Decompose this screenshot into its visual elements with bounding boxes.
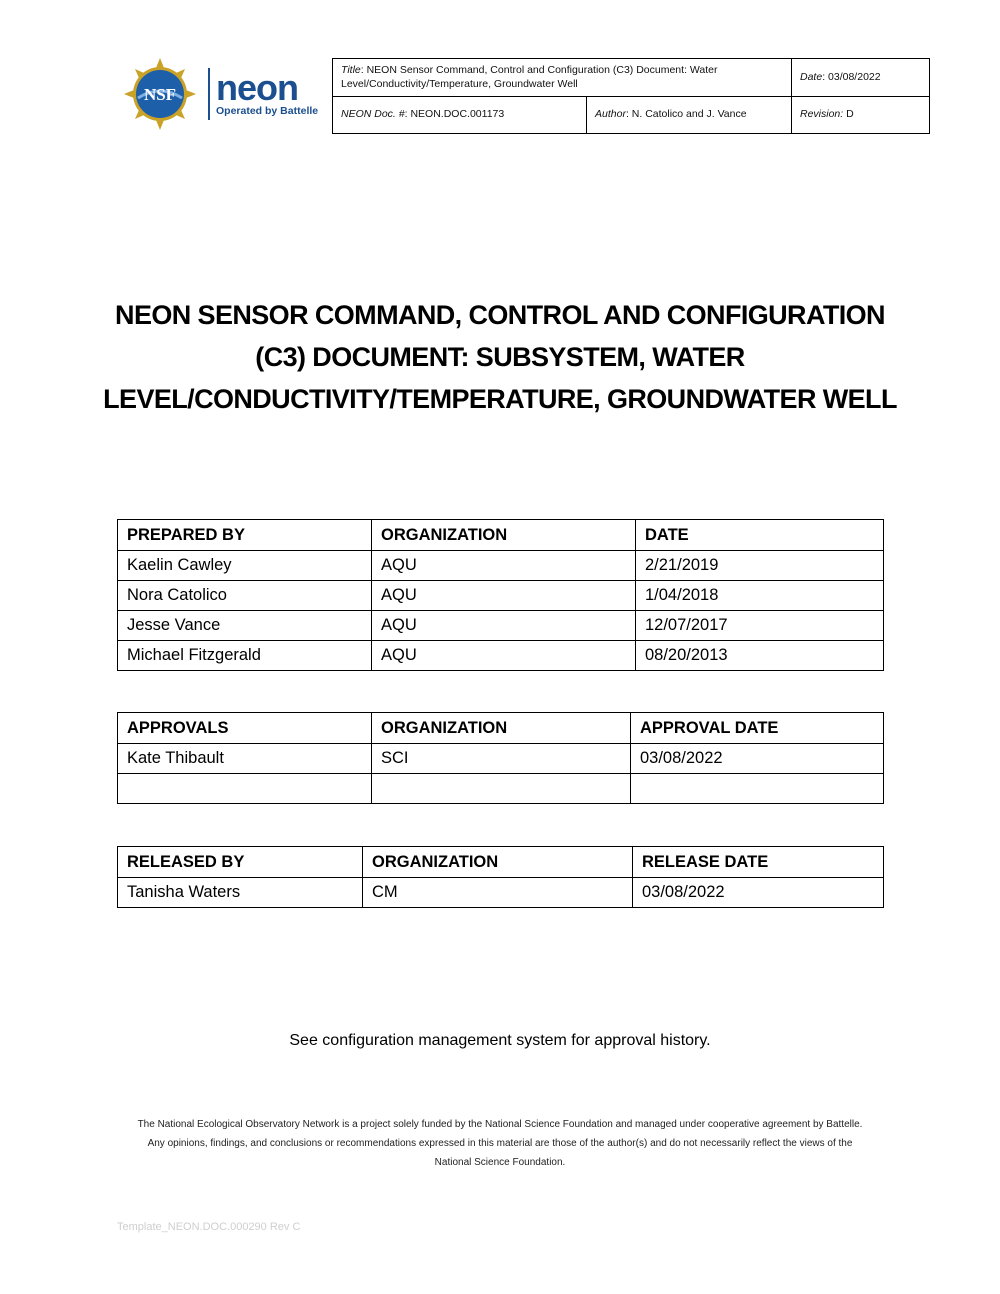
table-row — [118, 611, 884, 641]
table-header: APPROVALS — [118, 713, 372, 744]
preparer-name: Michael Fitzgerald — [118, 641, 372, 671]
table-header: RELEASE DATE — [633, 847, 884, 878]
table-header: PREPARED BY — [118, 520, 372, 551]
table-header: ORGANIZATION — [363, 847, 633, 878]
approver-org — [372, 774, 631, 804]
approval-history-note: See configuration management system for approval history. — [289, 1032, 711, 1049]
table-header: ORGANIZATION — [372, 713, 631, 744]
header-date-label: Date — [800, 70, 823, 83]
approver-name: Kate Thibault — [118, 744, 372, 774]
header-doc-cell: NEON Doc. #: NEON.DOC.001173 — [333, 97, 587, 134]
table-header: APPROVAL DATE — [631, 713, 884, 744]
approval-date: 03/08/2022 — [631, 744, 884, 774]
header-doc-value: NEON.DOC.001173 — [410, 108, 505, 121]
document-header-table — [332, 58, 930, 134]
header-doc-label: NEON Doc. # — [341, 108, 405, 121]
header-title-value: NEON Sensor Command, Control and Configuration (C3) Document: Water Level/Conductivity/Temperature, Groundwater Well — [341, 63, 718, 90]
logo-tagline: Operated by Battelle — [216, 105, 319, 117]
approval-date — [631, 774, 884, 804]
releaser-name: Tanisha Waters — [118, 878, 363, 908]
table-row — [118, 878, 884, 908]
table-row — [118, 744, 884, 774]
header-revision-label: Revision: — [800, 108, 844, 121]
table-row — [118, 641, 884, 671]
released-by-table — [117, 846, 884, 908]
table-row — [118, 581, 884, 611]
header-revision-value: D — [846, 108, 854, 121]
preparer-org: AQU — [372, 641, 636, 671]
header-title-label: Title — [341, 63, 361, 76]
header-date-value: 03/08/2022 — [828, 70, 881, 83]
document-title — [80, 294, 920, 420]
preparer-name: Jesse Vance — [118, 611, 372, 641]
table-row — [118, 774, 884, 804]
header-date-cell: Date: 03/08/2022 — [792, 59, 930, 97]
neon-wordmark: neon — [216, 67, 298, 108]
document-title-line: LEVEL/CONDUCTIVITY/TEMPERATURE, GROUNDWATER WELL — [103, 384, 897, 414]
approver-name — [118, 774, 372, 804]
prepared-by-table — [117, 519, 884, 671]
svg-text:NSF: NSF — [143, 85, 177, 104]
disclaimer-line: Any opinions, findings, and conclusions or recommendations expressed in this material are those of the author(s) and do not necessarily reflect the views of the — [147, 1138, 853, 1149]
releaser-org: CM — [363, 878, 633, 908]
preparer-date: 2/21/2019 — [636, 551, 884, 581]
preparer-org: AQU — [372, 551, 636, 581]
preparer-name: Nora Catolico — [118, 581, 372, 611]
disclaimer-line: The National Ecological Observatory Network is a project solely funded by the National Science Foundation and managed under cooperative agreement by Battelle. — [137, 1119, 863, 1130]
disclaimer — [100, 1115, 900, 1172]
nsf-seal-icon — [124, 58, 196, 130]
preparer-name: Kaelin Cawley — [118, 551, 372, 581]
header-author-value: N. Catolico and J. Vance — [631, 108, 747, 121]
template-id: Template_NEON.DOC.000290 Rev C — [117, 1221, 301, 1233]
document-title-line: NEON SENSOR COMMAND, CONTROL AND CONFIGURATION — [115, 300, 885, 330]
approvals-table — [117, 712, 884, 804]
header-title-cell: Title: NEON Sensor Command, Control and Configuration (C3) Document: Water Level/Conductivity/Temperature, Groundwater Well — [333, 59, 792, 97]
header-revision-cell — [792, 97, 930, 134]
document-title-line: (C3) DOCUMENT: SUBSYSTEM, WATER — [255, 342, 745, 372]
preparer-org: AQU — [372, 611, 636, 641]
preparer-org: AQU — [372, 581, 636, 611]
header-author-cell: Author: N. Catolico and J. Vance — [587, 97, 792, 134]
preparer-date: 12/07/2017 — [636, 611, 884, 641]
table-header: DATE — [636, 520, 884, 551]
neon-nsf-logo — [124, 58, 328, 130]
header-author-label: Author — [595, 108, 626, 121]
table-row — [118, 551, 884, 581]
approver-org: SCI — [372, 744, 631, 774]
disclaimer-line: National Science Foundation. — [434, 1157, 566, 1168]
preparer-date: 1/04/2018 — [636, 581, 884, 611]
preparer-date: 08/20/2013 — [636, 641, 884, 671]
release-date: 03/08/2022 — [633, 878, 884, 908]
table-header: ORGANIZATION — [372, 520, 636, 551]
table-header: RELEASED BY — [118, 847, 363, 878]
